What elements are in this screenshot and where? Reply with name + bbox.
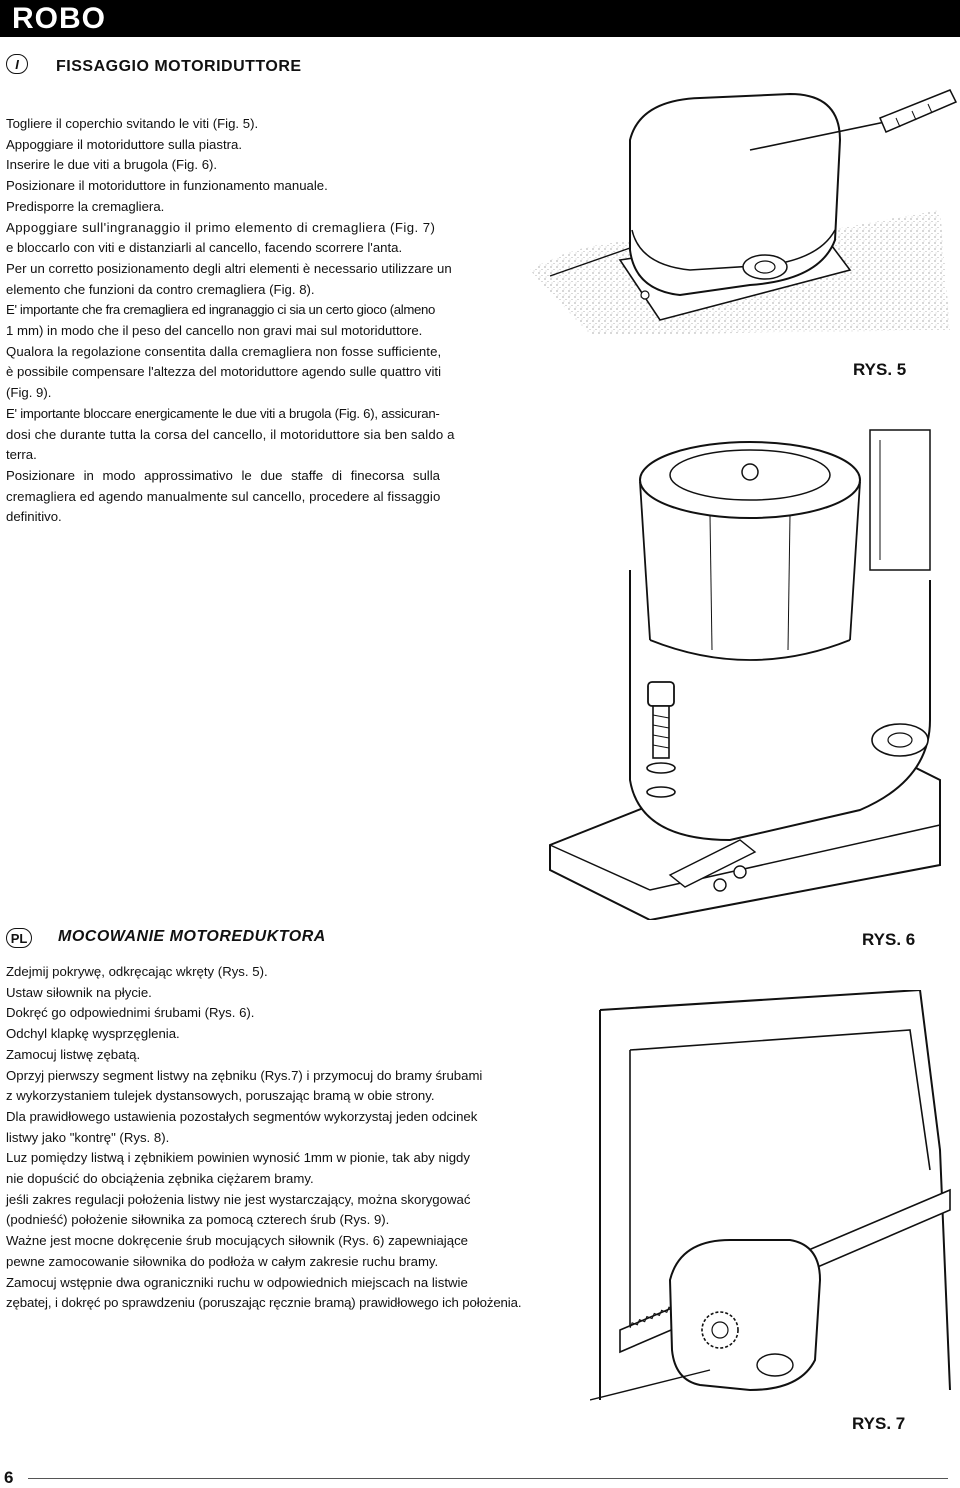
text-line: (Fig. 9). bbox=[6, 385, 52, 401]
text-line: e bloccarlo con viti e distanziarli al cancello, facendo scorrere l'anta. bbox=[6, 240, 403, 256]
text-line: zębatej, i dokręć po sprawdzeniu (poruszając ręcznie bramą) prawidłowego ich położenia. bbox=[6, 1295, 522, 1311]
text-line: Dla prawidłowego ustawienia pozostałych segmentów wykorzystaj jeden odcinek bbox=[6, 1108, 478, 1124]
text-line: Appoggiare il motoriduttore sulla piastra. bbox=[6, 136, 243, 152]
figure-label-rys5: RYS. 5 bbox=[853, 360, 907, 379]
document-title: ROBO bbox=[12, 2, 106, 35]
text-line: Luz pomiędzy listwą i zębnikiem powinien wynosić 1mm w pionie, tak aby nigdy bbox=[6, 1150, 470, 1166]
text-line: pewne zamocowanie siłownika do podłoża w całym zakresie ruchu bramy. bbox=[6, 1253, 439, 1269]
figure-rys6-illustration bbox=[530, 420, 960, 920]
text-line: Ustaw siłownik na płycie. bbox=[6, 984, 152, 1000]
text-line: Zdejmij pokrywę, odkręcając wkręty (Rys. 5). bbox=[6, 964, 268, 979]
figure-label-rys7: RYS. 7 bbox=[852, 1414, 906, 1433]
figure-label-rys6: RYS. 6 bbox=[862, 930, 916, 949]
text-line: è possibile compensare l'altezza del motoriduttore agendo sulle quattro viti bbox=[6, 364, 442, 380]
text-line: E' importante bloccare energicamente le due viti a brugola (Fig. 6), assicuran- bbox=[6, 405, 440, 421]
text-line: Ważne jest mocne dokręcenie śrub mocujących siłownik (Rys. 6) zapewniające bbox=[6, 1233, 468, 1249]
language-badge-italian: I bbox=[6, 54, 28, 74]
text-line: Per un corretto posizionamento degli altri elementi è necessario utilizzare un bbox=[6, 260, 452, 276]
text-line: Appoggiare sull'ingranaggio il primo elemento di cremagliera (Fig. 7) bbox=[6, 219, 436, 235]
text-line: Qualora la regolazione consentita dalla cremagliera non fosse sufficiente, bbox=[6, 343, 442, 359]
text-line: (podnieść) położenie siłownika za pomocą czterech śrub (Rys. 9). bbox=[6, 1212, 390, 1228]
text-line: definitivo. bbox=[6, 509, 62, 525]
text-line: Posizionare in modo approssimativo le due staffe di finecorsa sulla bbox=[6, 467, 440, 483]
page-number: 6 bbox=[4, 1468, 14, 1487]
text-line: listwy jako "kontrę" (Rys. 8). bbox=[6, 1129, 170, 1145]
text-line: Posizionare il motoriduttore in funzionamento manuale. bbox=[6, 178, 328, 194]
text-line: Inserire le due viti a brugola (Fig. 6). bbox=[6, 157, 218, 173]
text-line: Togliere il coperchio svitando le viti (Fig. 5). bbox=[6, 116, 259, 131]
text-line: Zamocuj listwę zębatą. bbox=[6, 1046, 141, 1062]
text-line: nie dopuścić do obciążenia zębnika ciężarem bramy. bbox=[6, 1171, 314, 1187]
text-line: Dokręć go odpowiednimi śrubami (Rys. 6). bbox=[6, 1005, 255, 1021]
text-line: elemento che funzioni da contro cremagliera (Fig. 8). bbox=[6, 281, 315, 297]
text-line: Predisporre la cremagliera. bbox=[6, 198, 165, 214]
text-line: jeśli zakres regulacji położenia listwy nie jest wystarczający, można skorygować bbox=[6, 1191, 471, 1207]
text-line: cremagliera ed agendo manualmente sul cancello, procedere al fissaggio bbox=[6, 488, 441, 504]
footer-rule bbox=[28, 1478, 948, 1479]
text-line: E' importante che fra cremagliera ed ingranaggio ci sia un certo gioco (almeno bbox=[6, 302, 435, 318]
text-line: terra. bbox=[6, 447, 37, 463]
header-bar bbox=[0, 0, 960, 37]
italian-body bbox=[6, 114, 502, 528]
section-title-polish: MOCOWANIE MOTOREDUKTORA bbox=[58, 928, 326, 945]
text-line: dosi che durante tutta la corsa del cancello, il motoriduttore sia ben saldo a bbox=[6, 426, 455, 442]
section-title-italian: FISSAGGIO MOTORIDUTTORE bbox=[56, 58, 302, 75]
text-line: Odchyl klapkę wysprzęglenia. bbox=[6, 1026, 180, 1042]
language-badge-polish: PL bbox=[6, 928, 32, 948]
figure-rys7-illustration bbox=[590, 990, 960, 1410]
text-line: z wykorzystaniem tulejek dystansowych, poruszając bramą w obie strony. bbox=[6, 1088, 435, 1104]
text-line: Zamocuj wstępnie dwa ograniczniki ruchu w odpowiednich miejscach na listwie bbox=[6, 1274, 468, 1290]
text-line: Oprzyj pierwszy segment listwy na zębniku (Rys.7) i przymocuj do bramy śrubami bbox=[6, 1067, 483, 1083]
figure-rys5-illustration bbox=[520, 80, 960, 340]
text-line: 1 mm) in modo che il peso del cancello non gravi mai sul motoriduttore. bbox=[6, 323, 423, 339]
polish-body bbox=[6, 962, 606, 1314]
